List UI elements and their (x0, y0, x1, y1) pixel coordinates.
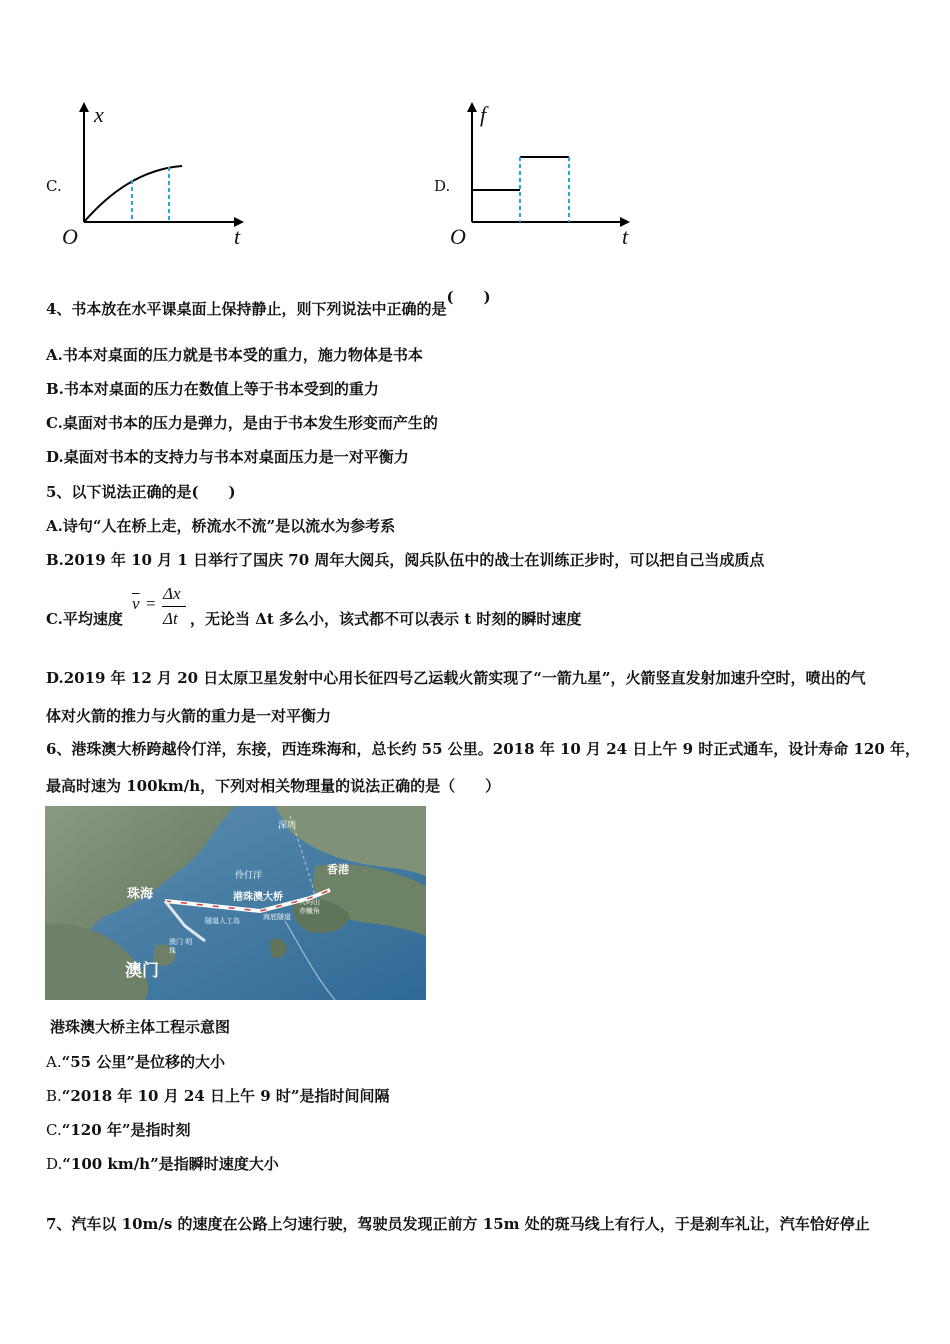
bridge-map-svg (45, 806, 426, 1000)
q5-option-c-prefix: C.平均速度 (46, 610, 123, 628)
q5-option-d-line1: D.2019 年 12 月 20 日太原卫星发射中心用长征四号乙运载火箭实现了“一箭九星”，火箭竖直发射加速升空时，喷出的气 (46, 669, 866, 687)
q4-option-a: A.书本对桌面的压力就是书本受的重力，施力物体是书本 (46, 346, 423, 364)
q6-option-c (46, 1119, 191, 1140)
q6-option-c-text: “120 年”是指时刻 (61, 1121, 191, 1139)
graph-d-origin: O (450, 224, 466, 249)
q6-option-a (46, 1051, 225, 1072)
map-label-macau-small: 澳门 明珠 (169, 938, 193, 955)
graph-c (44, 100, 254, 250)
formula-equals: = (146, 594, 156, 613)
q5-option-c-suffix: ，无论当 Δt 多么小，该式都不可以表示 t 时刻的瞬时速度 (190, 610, 582, 628)
formula-numerator: Δx (163, 584, 181, 603)
graph-c-label: C. (46, 177, 62, 195)
map-label-zhuhai: 珠海 (127, 887, 154, 902)
q4-option-d: D.桌面对书本的支持力与书本对桌面压力是一对平衡力 (46, 448, 409, 466)
q6-option-a-text: “55 公里”是位移的大小 (61, 1053, 225, 1071)
q6-option-c-label: C. (46, 1121, 62, 1139)
q6-option-d-label: D. (46, 1155, 63, 1173)
q6-stem-line1: 6、港珠澳大桥跨越伶仃洋，东接，西连珠海和，总长约 55 公里。2018 年 10 月 24 日上午 9 时正式通车，设计寿命 120 年， (46, 740, 921, 758)
map-label-island: 隧道人工岛 (205, 917, 240, 925)
map-label-bridge: 港珠澳大桥 (233, 892, 283, 903)
q6-option-b-label: B. (46, 1087, 62, 1105)
map-caption: 港珠澳大桥主体工程示意图 (50, 1018, 231, 1036)
q6-option-d-text: “100 km/h”是指瞬时速度大小 (62, 1155, 279, 1173)
graph-d-y-label: f (480, 102, 487, 127)
q5-stem: 5、以下说法正确的是( ) (46, 483, 236, 501)
q6-option-b (46, 1085, 390, 1106)
map-label-macau: 澳门 (125, 961, 159, 981)
map-label-shenzhen: 深圳 (278, 821, 297, 831)
graph-c-x-label: t (234, 224, 241, 249)
q7-stem: 7、汽车以 10m/s 的速度在公路上匀速行驶，驾驶员发现正前方 15m 处的斑马线上有行人，于是刹车礼让，汽车恰好停止 (46, 1215, 870, 1233)
q4-option-b: B.书本对桌面的压力在数值上等于书本受到的重力 (46, 380, 379, 398)
q6-stem-line2: 最高时速为 100km/h，下列对相关物理量的说法正确的是（ ） (46, 777, 501, 795)
q6-option-d (46, 1153, 279, 1174)
map-label-lingdingyang: 伶仃洋 (235, 871, 263, 881)
graph-d-f-arrow (467, 102, 477, 112)
q5-option-d-line2: 体对火箭的推力与火箭的重力是一对平衡力 (46, 707, 332, 725)
q5-option-b: B.2019 年 10 月 1 日举行了国庆 70 周年大阅兵，阅兵队伍中的战士在训练正步时，可以把自己当成质点 (46, 551, 765, 569)
graph-c-origin: O (62, 224, 78, 249)
graph-d-label: D. (434, 177, 451, 195)
q6-option-b-text: “2018 年 10 月 24 日上午 9 时”是指时间间隔 (61, 1087, 390, 1105)
graph-d (432, 100, 642, 250)
graph-c-y-label: x (94, 102, 104, 127)
graph-d-x-label: t (622, 224, 629, 249)
graph-c-x-arrow (79, 102, 89, 112)
q4-stem-text: 4、书本放在水平课桌面上保持静止，则下列说法中正确的是 (46, 300, 447, 318)
map-label-tunnel: 海底隧道 (263, 913, 291, 921)
q5-option-a: A.诗句“人在桥上走，桥流水不流”是以流水为参考系 (46, 517, 396, 535)
bridge-map-image (45, 806, 426, 1000)
q4-paren: ( ) (446, 288, 491, 306)
q6-option-a-label: A. (46, 1053, 62, 1071)
q4-option-c: C.桌面对书本的压力是弹力，是由于书本发生形变而产生的 (46, 414, 438, 432)
formula-fraction-bar (162, 606, 186, 607)
formula-v: $\overline{v}$ (132, 594, 140, 613)
formula-denominator: Δt (163, 609, 178, 628)
map-label-airport: 大屿山 赤鱲角 (299, 898, 320, 915)
map-label-hongkong: 香港 (327, 863, 349, 876)
q4-stem (46, 288, 491, 319)
